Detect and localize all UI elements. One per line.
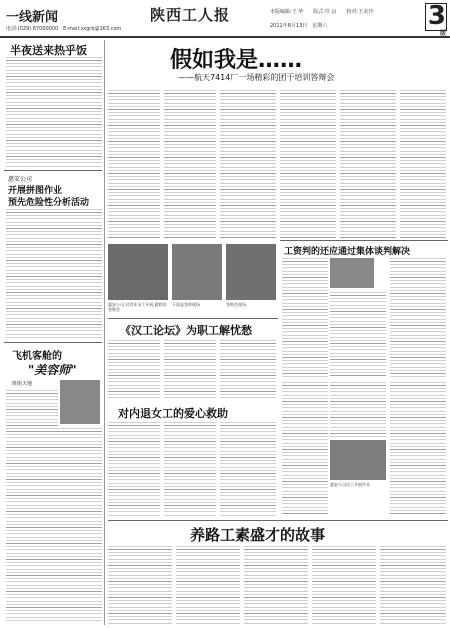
main-text-col-4	[280, 90, 336, 238]
forum-text-col-2	[164, 340, 216, 400]
main-text-col-5	[340, 90, 396, 238]
banner-subhead: ——航天7414厂一场精彩的团干培训答辩会	[178, 73, 335, 82]
forum-headline: 《汉工论坛》为职工解忧愁	[120, 324, 252, 337]
left-headline-3: 开展拼图作业	[8, 186, 63, 196]
caption-3: 答辩会现场	[226, 302, 246, 307]
right-text-col-3	[390, 258, 446, 378]
left-headline-1: 半夜送来热乎饭	[10, 44, 87, 57]
masthead: 陕西工人报	[150, 6, 231, 24]
column-divider	[104, 40, 105, 625]
photo-1	[108, 244, 168, 300]
divider	[4, 342, 102, 343]
aid-text-col-1	[108, 422, 160, 516]
photo-2	[172, 244, 222, 300]
bottom-headline: 养路工素盛才的故事	[190, 526, 326, 544]
divider	[108, 520, 448, 521]
photo-3	[226, 244, 276, 300]
right-lower-col-1	[282, 382, 328, 516]
main-text-col-6	[400, 90, 446, 238]
bottom-text-col-3	[244, 546, 308, 624]
divider	[4, 170, 102, 171]
bottom-text-col-2	[176, 546, 240, 624]
main-text-col-3	[220, 90, 276, 238]
aid-text-col-3	[220, 422, 276, 516]
date-line: 2011年8月13日 星期六	[270, 23, 328, 29]
left-article-3-text	[6, 428, 102, 623]
byline: 班组天地	[12, 381, 33, 387]
main-text-col-2	[164, 90, 216, 238]
forum-text-col-3	[220, 340, 276, 400]
right-lower-photo	[330, 440, 386, 480]
left-headline-4: 预先危险性分析活动	[8, 198, 90, 208]
bottom-text-col-4	[312, 546, 376, 624]
divider	[280, 240, 448, 241]
right-lower-col-2	[330, 382, 386, 438]
left-headline-6: "美容师"	[28, 363, 77, 377]
right-small-photo	[330, 258, 374, 288]
left-article-2-text	[6, 209, 102, 339]
edition-info: 本版编辑:王 华 版式:任 良 校对:王美玲	[270, 9, 374, 15]
contact-line: 电话:(029) 87000000 E-mail:sxgrb@163.com	[6, 26, 122, 32]
aid-text-col-2	[164, 422, 216, 516]
left-article-1-text	[6, 57, 102, 167]
caption-4: 惠安公司员工开展作业	[330, 482, 370, 487]
page-header	[0, 0, 450, 38]
right-text-col-1	[282, 258, 328, 378]
left-article-3-lead	[6, 390, 58, 426]
caption-2: 下面是答辩现场	[172, 302, 200, 307]
left-headline-5: 飞机客舱的	[12, 351, 62, 362]
page-suffix: 版	[439, 30, 446, 37]
bottom-text-col-5	[380, 546, 446, 624]
forum-text-col-1	[108, 340, 160, 400]
divider	[108, 318, 278, 319]
left-headline-2: 惠安公司	[8, 176, 33, 183]
left-photo	[60, 380, 100, 424]
right-text-col-2	[330, 292, 386, 378]
banner-headline: 假如我是……	[170, 48, 303, 73]
forum-headline-2: 对内退女工的爱心救助	[118, 407, 228, 420]
main-text-col-1	[108, 90, 160, 238]
page-number: 3	[427, 1, 446, 31]
right-headline: 工资判的还应通过集体谈判解决	[284, 247, 411, 257]
right-lower-col-3	[390, 382, 446, 516]
section-title: 一线新闻	[6, 10, 59, 25]
caption-1: 惠安公司,对青年员工开展,精彩的答辩会	[108, 302, 167, 313]
bottom-text-col-1	[108, 546, 172, 624]
